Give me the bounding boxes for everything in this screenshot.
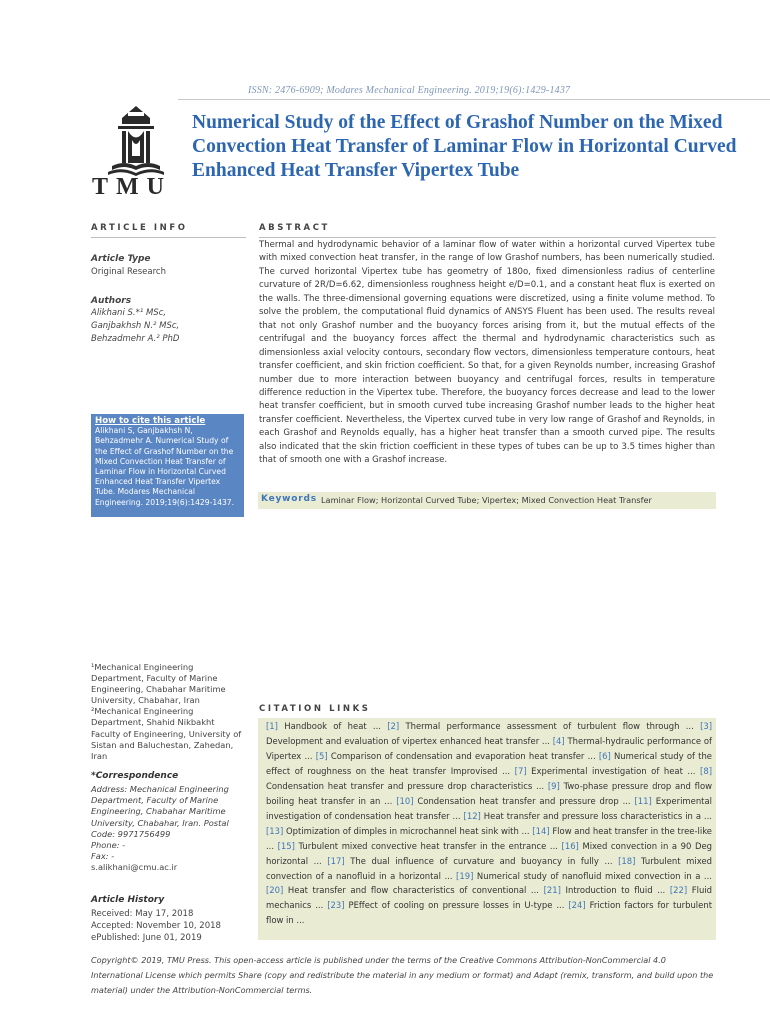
keywords-value: Laminar Flow; Horizontal Curved Tube; Vipertex; Mixed Convection Heat Transfer xyxy=(321,495,652,505)
citation-text[interactable]: Two-phase pressure drop and flow boiling heat transfer in an ... xyxy=(266,780,713,806)
logo-text: TMU xyxy=(92,174,172,200)
citation-number[interactable]: [23] xyxy=(327,900,345,911)
citation-text[interactable]: Introduction to fluid ... xyxy=(565,885,666,896)
how-to-cite-text: Alikhani S, Ganjbakhsh N, Behzadmehr A. Numerical Study of the Effect of Grashof Number on the Mixed Convection Heat Transfer of Laminar Flow in Horizontal Curved Enhanced Heat Transfer Vipertex Tube. Modares Mechanical Engineering. 2019;19(6):1429-1437. xyxy=(95,426,235,507)
history-accepted: Accepted: November 10, 2018 xyxy=(91,921,221,932)
citation-number[interactable]: [20] xyxy=(266,885,284,896)
citation-link[interactable] xyxy=(387,721,694,731)
header-divider xyxy=(178,99,770,100)
citation-link[interactable] xyxy=(316,751,596,761)
citation-text[interactable]: Comparison of condensation and evaporation heat transfer ... xyxy=(330,750,596,761)
citation-link[interactable] xyxy=(396,796,630,806)
article-history xyxy=(91,908,251,945)
article-info-divider xyxy=(91,237,246,238)
abstract-divider xyxy=(259,237,716,238)
citation-text[interactable]: Heat transfer and pressure loss characteristics in a ... xyxy=(483,810,712,821)
citation-number[interactable]: [24] xyxy=(568,900,586,911)
history-received: Received: May 17, 2018 xyxy=(91,909,194,919)
citation-text[interactable]: Optimization of dimples in microchannel heat sink with ... xyxy=(286,825,530,836)
citation-number[interactable]: [11] xyxy=(634,795,652,806)
citation-links-heading: CITATION LINKS xyxy=(259,704,371,714)
how-to-cite-box xyxy=(91,414,244,517)
correspondence-phone: Phone: - xyxy=(91,840,126,851)
citation-text[interactable]: Flow and heat transfer in the tree-like ... xyxy=(266,825,713,851)
keywords-bar xyxy=(258,492,716,509)
citation-number[interactable]: [6] xyxy=(598,750,611,761)
citation-link[interactable] xyxy=(327,856,612,866)
affiliation-item: ¹Mechanical Engineering Department, Faculty of Marine Engineering, Chabahar Maritime University, Chabahar, Iran xyxy=(91,662,226,706)
citation-text[interactable]: Heat transfer and flow characteristics of conventional ... xyxy=(287,885,539,896)
citation-text[interactable]: Turbulent mixed convection of a nanofluid in a horizontal ... xyxy=(266,855,712,881)
article-info-heading: ARTICLE INFO xyxy=(91,223,188,233)
journal-issn: ISSN: 2476-6909; Modares Mechanical Engineering. 2019;19(6):1429-1437 xyxy=(248,85,571,96)
citation-text[interactable]: Numerical study of nanofluid mixed convection in a ... xyxy=(476,870,712,881)
citation-text[interactable]: Numerical study of the effect of roughness on the heat transfer Improvised ... xyxy=(266,750,713,776)
citation-number[interactable]: [12] xyxy=(463,810,481,821)
article-type-label: Article Type xyxy=(91,254,151,264)
citation-text[interactable]: Development and evaluation of vipertex enhanced heat transfer ... xyxy=(266,735,550,746)
citation-links-box xyxy=(258,718,716,940)
citation-number[interactable]: [3] xyxy=(700,721,713,731)
citation-text[interactable]: Fluid mechanics ... xyxy=(266,885,712,911)
citation-number[interactable]: [14] xyxy=(532,825,550,836)
author-item: Behzadmehr A.² PhD xyxy=(91,334,180,344)
author-item: Ganjbakhsh N.² MSc, xyxy=(91,321,180,331)
citation-number[interactable]: [8] xyxy=(700,765,712,776)
citation-number[interactable]: [17] xyxy=(327,855,345,866)
citation-link[interactable] xyxy=(544,885,666,895)
citation-text[interactable]: The dual influence of curvature and buoyancy in fully ... xyxy=(350,855,613,866)
citation-number[interactable]: [16] xyxy=(561,840,579,851)
citation-text[interactable]: Condensation heat transfer and pressure drop ... xyxy=(417,795,631,806)
article-type-value: Original Research xyxy=(91,267,166,277)
citation-text[interactable]: PEffect of cooling on pressure losses in U-type ... xyxy=(348,900,565,911)
authors-label: Authors xyxy=(91,296,132,306)
citation-link[interactable] xyxy=(266,885,539,895)
correspondence-heading: *Correspondence xyxy=(91,771,179,781)
copyright-notice: Copyright© 2019, TMU Press. This open-access article is published under the terms of the Creative Commons Attribution-NonCommercial 4.0 International License which permits Share (copy and redistribute the material in any medium or format) and Adapt (remix, transform, and build upon the material) under the Attribution-NonCommercial terms. xyxy=(91,955,714,996)
article-history-heading: Article History xyxy=(91,895,165,905)
correspondence-email[interactable]: s.alikhani@cmu.ac.ir xyxy=(91,862,178,873)
citation-number[interactable]: [7] xyxy=(514,765,527,776)
how-to-cite-title: How to cite this article xyxy=(95,416,206,426)
citation-number[interactable]: [5] xyxy=(315,750,328,761)
citation-link[interactable] xyxy=(327,900,564,910)
correspondence-address: Address: Mechanical Engineering Department, Faculty of Marine Engineering, Chabahar Maritime University, Chabahar, Iran. Postal Code: 9971756499 xyxy=(91,784,229,839)
correspondence-block xyxy=(91,784,245,874)
keywords-label: Keywords xyxy=(261,494,317,504)
citation-number[interactable]: [15] xyxy=(277,840,295,851)
citation-link[interactable] xyxy=(278,841,558,851)
citation-text[interactable]: Turbulent mixed convective heat transfer in the entrance ... xyxy=(298,840,558,851)
citation-number[interactable]: [9] xyxy=(547,780,560,791)
citation-text[interactable]: Handbook of heat ... xyxy=(284,721,381,731)
citation-link[interactable] xyxy=(266,721,381,731)
history-published: ePublished: June 01, 2019 xyxy=(91,933,202,944)
citation-number[interactable]: [10] xyxy=(396,795,414,806)
citation-link[interactable] xyxy=(515,766,696,776)
citation-text[interactable]: Mixed convection in a 90 Deg horizontal ... xyxy=(266,840,712,866)
citation-link[interactable] xyxy=(456,871,712,881)
authors-list xyxy=(91,307,179,346)
citation-number[interactable]: [19] xyxy=(456,870,474,881)
citation-number[interactable]: [21] xyxy=(543,885,561,896)
citation-text[interactable]: Friction factors for turbulent flow in ... xyxy=(266,900,713,926)
correspondence-fax: Fax: - xyxy=(91,851,115,862)
citation-number[interactable]: [18] xyxy=(618,855,636,866)
article-title: Numerical Study of the Effect of Grashof Number on the Mixed Convection Heat Transfer of Laminar Flow in Horizontal Curved Enhanced Heat Transfer Vipertex Tube xyxy=(192,112,737,181)
citation-number[interactable]: [4] xyxy=(552,735,565,746)
citation-number[interactable]: [22] xyxy=(669,885,688,896)
citation-number[interactable]: [2] xyxy=(387,721,400,731)
citation-text[interactable]: Condensation heat transfer and pressure drop characteristics ... xyxy=(266,780,545,791)
citation-text[interactable]: Experimental investigation of condensation heat transfer ... xyxy=(266,795,712,821)
citation-link[interactable] xyxy=(266,826,530,836)
abstract-heading: ABSTRACT xyxy=(259,223,330,233)
citation-number[interactable]: [13] xyxy=(266,825,284,836)
citation-number[interactable]: [1] xyxy=(266,721,278,731)
citation-text[interactable]: Thermal-hydraulic performance of Vipertex ... xyxy=(266,735,712,761)
author-item: Alikhani S.*¹ MSc, xyxy=(91,308,167,318)
citation-text[interactable]: Thermal performance assessment of turbulent flow through ... xyxy=(405,721,694,731)
abstract-text: Thermal and hydrodynamic behavior of a laminar flow of water within a horizontal curved Vipertex tube with mixed convection heat transfer, in the range of low Grashof numbers, has been numerically studied. The curved horizontal Vipertex tube has geometry of 180o, fixed dimensionless radius of centerline curvature of 2R/D=6.62, dimensionless roughness height e/D=0.1, and a constant heat flux is exerted on the walls. The three-dimensional governing equations were discretized, using a finite volume method. To solve the problem, the computational fluid dynamics of ANSYS Fluent has been used. The results reveal that not only Grashof number and the buoyancy forces arising from it, but the mutual effects of the centrifugal and the buoyancy forces affect the thermal and hydrodynamic characteristics such as dimensionless axial velocity contours, secondary flow vectors, dimensionless temperature contours, heat transfer coefficient, and skin friction coefficient. So that, for a given Reynolds number, increasing Grashof number due to more interaction between buoyancy and centrifugal forces, results in temperature difference reduction in the Vipertex tube. Therefore, the buoyancy forces decrease and lead to the lower heat transfer coefficient, but in smooth curved tube increasing Grashof number leads to the higher heat transfer coefficient. Nevertheless, the Vipertex curved tube in very low range of Grashof and Reynolds, in each Grashof and Reynolds equally, has a higher heat transfer than a smooth curved pipe. The results also indicated that the skin friction coefficient in these types of tubes can be up to 3.5 times higher than that of smooth one with a Grashof increase. xyxy=(259,240,715,466)
affiliations xyxy=(91,662,245,762)
citation-link[interactable] xyxy=(464,811,712,821)
affiliation-item: ²Mechanical Engineering Department, Shahid Nikbakht Faculty of Engineering, University of Sistan and Baluchestan, Zahedan, Iran xyxy=(91,706,242,761)
citation-text[interactable]: Experimental investigation of heat ... xyxy=(531,765,696,776)
